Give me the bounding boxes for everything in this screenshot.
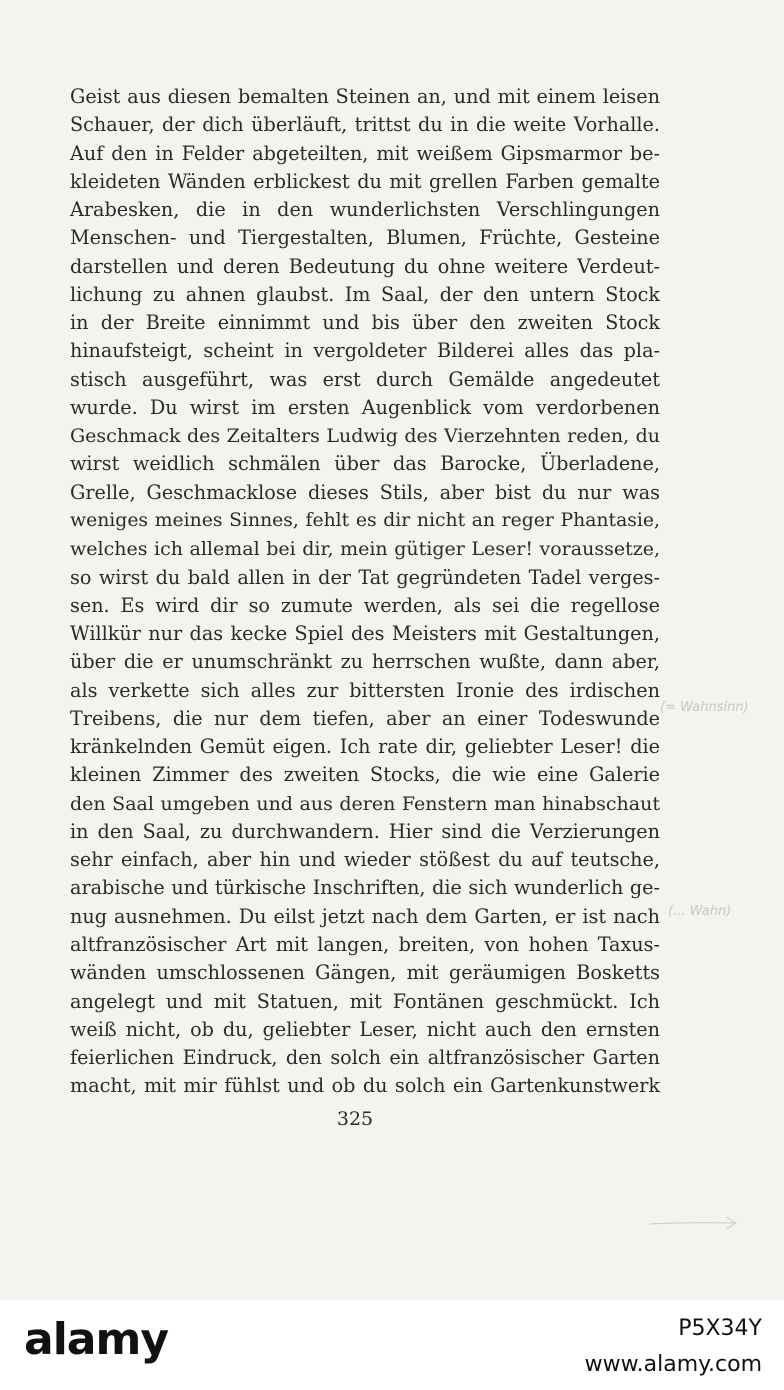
text-line: weiß nicht, ob du, geliebter Leser, nicht auch den ernsten xyxy=(70,1017,660,1041)
alamy-logo: alamy xyxy=(24,1314,168,1365)
text-line: Treibens, die nur dem tiefen, aber an einer Todeswunde xyxy=(70,706,660,730)
text-line: in den Saal, zu durchwandern. Hier sind die Verzierungen xyxy=(70,819,660,843)
page-number: 325 xyxy=(336,1108,374,1130)
text-line: wänden umschlossenen Gängen, mit geräumigen Bosketts xyxy=(70,961,660,985)
watermark-footer xyxy=(0,1300,784,1390)
text-line: macht, mit mir fühlst und ob du solch ein Gartenkunstwerk xyxy=(70,1074,660,1098)
text-line: Geschmack des Zeitalters Ludwig des Vierzehnten reden, du xyxy=(70,425,660,448)
text-line: Geist aus diesen bemalten Steinen an, und mit einem leisen xyxy=(70,85,660,108)
pencil-arrow-icon xyxy=(648,1212,743,1234)
text-line: feierlichen Eindruck, den solch ein altfranzösischer Garten xyxy=(70,1046,660,1070)
body-text xyxy=(70,83,660,1101)
text-line: kränkelnden Gemüt eigen. Ich rate dir, geliebter Leser! die xyxy=(70,735,660,759)
text-line: über die er unumschränkt zu herrschen wußte, dann aber, xyxy=(70,650,660,674)
text-line: Schauer, der dich überläuft, trittst du in die weite Vorhalle. xyxy=(70,113,660,137)
text-line: sen. Es wird dir so zumute werden, als sei die regellose xyxy=(70,593,660,617)
text-line: so wirst du bald allen in der Tat gegründeten Tadel verges- xyxy=(70,565,660,589)
text-line: stisch ausgeführt, was erst durch Gemälde angedeutet xyxy=(70,367,660,391)
text-line: altfranzösischer Art mit langen, breiten, von hohen Taxus- xyxy=(70,932,660,956)
text-line: angelegt und mit Statuen, mit Fontänen geschmückt. Ich xyxy=(70,989,660,1013)
text-line: wurde. Du wirst im ersten Augenblick vom verdorbenen xyxy=(70,395,660,419)
text-line: in der Breite einnimmt und bis über den zweiten Stock xyxy=(70,311,660,335)
text-line: weniges meines Sinnes, fehlt es dir nicht an reger Phantasie, xyxy=(70,509,660,531)
site-url: www.alamy.com xyxy=(584,1352,762,1377)
text-line: nug ausnehmen. Du eilst jetzt nach dem Garten, er ist nach xyxy=(70,904,660,928)
text-line: Willkür nur das kecke Spiel des Meisters mit Gestaltungen, xyxy=(70,622,660,646)
text-line: als verkette sich alles zur bittersten Ironie des irdischen xyxy=(70,678,660,702)
pencil-margin-note: (= Wahnsinn) xyxy=(660,700,749,715)
text-line: Arabesken, die in den wunderlichsten Verschlingungen xyxy=(70,198,660,222)
text-line: Grelle, Geschmacklose dieses Stils, aber bist du nur was xyxy=(70,480,660,504)
text-line: kleideten Wänden erblickest du mit grellen Farben gemalte xyxy=(70,169,660,193)
text-line: lichung zu ahnen glaubst. Im Saal, der den untern Stock xyxy=(70,282,660,306)
text-line: Auf den in Felder abgeteilten, mit weißem Gipsmarmor be- xyxy=(70,141,660,165)
pencil-margin-note: (... Wahn) xyxy=(668,904,732,919)
text-line: sehr einfach, aber hin und wieder stößest du auf teutsche, xyxy=(70,848,660,872)
image-id: P5X34Y xyxy=(678,1316,762,1341)
text-line: darstellen und deren Bedeutung du ohne weitere Verdeut- xyxy=(70,254,660,278)
text-line: arabische und türkische Inschriften, die sich wunderlich ge- xyxy=(70,876,660,900)
text-line: kleinen Zimmer des zweiten Stocks, die wie eine Galerie xyxy=(70,763,660,787)
text-line: wirst weidlich schmälen über das Barocke, Überladene, xyxy=(70,452,660,476)
text-line: den Saal umgeben und aus deren Fenstern man hinabschaut xyxy=(70,792,660,815)
text-line: Menschen- und Tiergestalten, Blumen, Früchte, Gesteine xyxy=(70,226,660,250)
text-line: hinaufsteigt, scheint in vergoldeter Bilderei alles das pla- xyxy=(70,339,660,363)
text-line: welches ich allemal bei dir, mein gütiger Leser! voraussetze, xyxy=(70,538,660,561)
